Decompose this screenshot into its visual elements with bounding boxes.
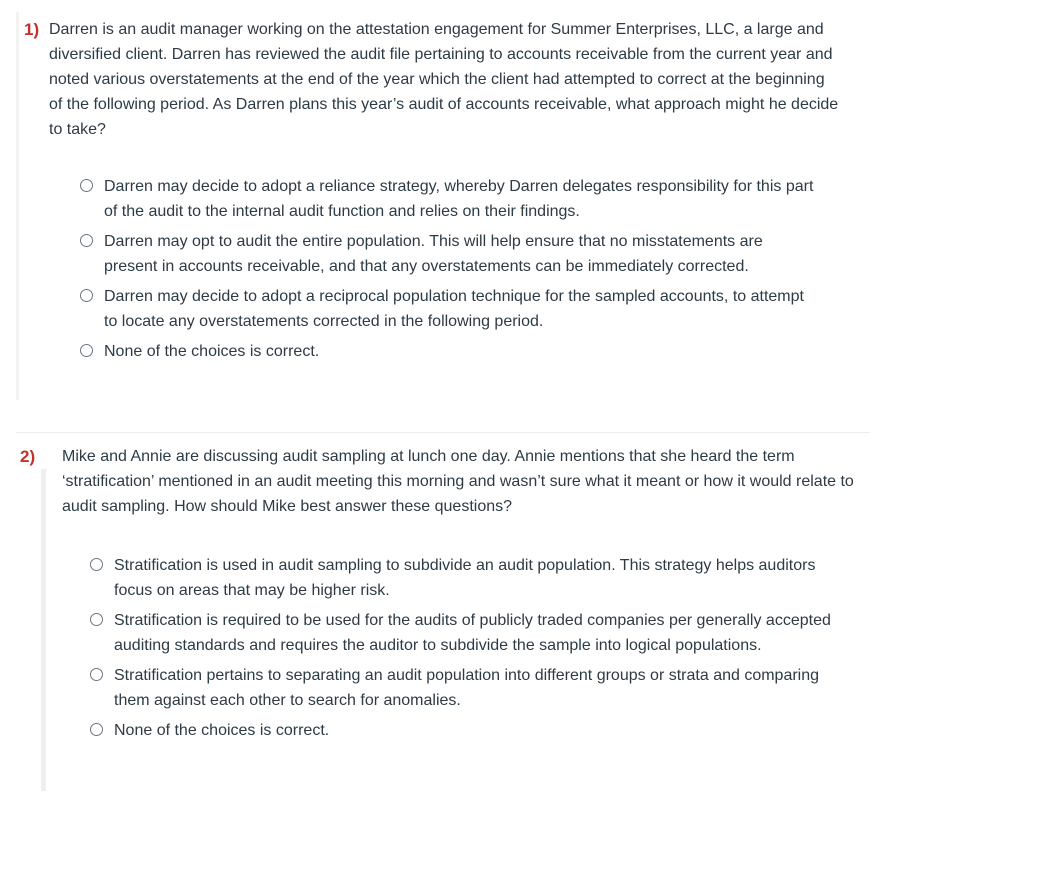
question-number: 1) [24, 20, 40, 39]
radio-button-icon[interactable] [80, 344, 93, 357]
answer-choice[interactable] [79, 284, 819, 334]
question-2 [16, 432, 870, 790]
question-number: 2) [20, 447, 36, 466]
answer-choice[interactable] [89, 553, 849, 603]
question-stem: Darren is an audit manager working on the attestation engagement for Summer Enterprises, LLC, a large and diversified client. Darren has reviewed the audit file pertaining to accounts receivable from the current year and noted various overstatements at the end of the year which the client had attempted to correct at the beginning of the following period. As Darren plans this year’s audit of accounts receivable, what approach might he decide to take? [49, 21, 839, 138]
answer-choice[interactable] [89, 663, 849, 713]
choice-label: None of the choices is correct. [114, 722, 330, 739]
choice-label: Darren may decide to adopt a reliance strategy, whereby Darren delegates responsibility for this part of the audit to the internal audit function and relies on their findings. [104, 178, 814, 220]
choice-label: Stratification is used in audit sampling to subdivide an audit population. This strategy helps auditors focus on areas that may be higher risk. [114, 557, 816, 599]
radio-button-icon[interactable] [90, 668, 103, 681]
answer-choice[interactable] [89, 608, 849, 658]
choice-label: Stratification pertains to separating an audit population into different groups or strata and comparing them against each other to search for anomalies. [114, 667, 820, 709]
radio-button-icon[interactable] [90, 723, 103, 736]
question-stem: Mike and Annie are discussing audit sampling at lunch one day. Annie mentions that she heard the term ‘stratification’ mentioned in an audit meeting this morning and wasn’t sure what it meant or how it would relate to audit sampling. How should Mike best answer these questions? [62, 448, 854, 515]
choice-label: None of the choices is correct. [104, 343, 320, 360]
answer-choices [89, 553, 849, 748]
radio-button-icon[interactable] [90, 613, 103, 626]
radio-button-icon[interactable] [80, 234, 93, 247]
choice-label: Stratification is required to be used for the audits of publicly traded companies per generally accepted auditing standards and requires the auditor to subdivide the sample into logical populations. [114, 612, 831, 654]
answer-choice[interactable] [89, 718, 849, 743]
answer-choice[interactable] [79, 174, 819, 224]
radio-button-icon[interactable] [80, 179, 93, 192]
question-1 [16, 12, 856, 400]
radio-button-icon[interactable] [90, 558, 103, 571]
answer-choices [79, 174, 819, 369]
choice-label: Darren may decide to adopt a reciprocal population technique for the sampled accounts, to attempt to locate any overstatements corrected in the following period. [104, 288, 804, 330]
answer-choice[interactable] [79, 339, 819, 364]
question-side-bar [41, 469, 46, 791]
radio-button-icon[interactable] [80, 289, 93, 302]
choice-label: Darren may opt to audit the entire population. This will help ensure that no misstatements are present in accounts receivable, and that any overstatements can be immediately corrected. [104, 233, 763, 275]
answer-choice[interactable] [79, 229, 819, 279]
